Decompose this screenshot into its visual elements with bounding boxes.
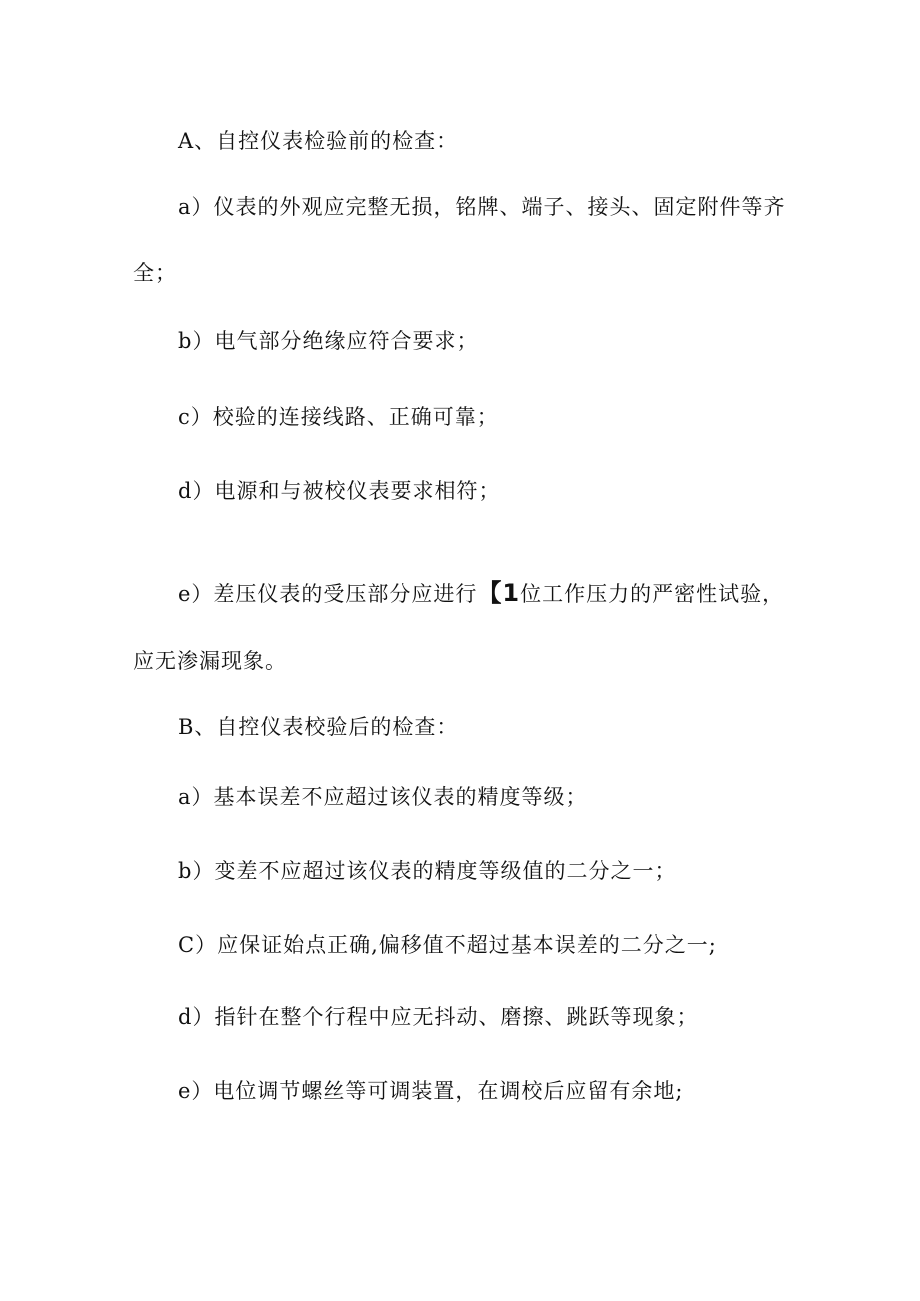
section-b-item-c: C）应保证始点正确,偏移值不超过基本误差的二分之一; (178, 933, 717, 957)
section-b-item-e: e）电位调节螺丝等可调装置，在调校后应留有余地; (178, 1079, 684, 1103)
section-b-item-b: b）变差不应超过该仪表的精度等级值的二分之一； (178, 859, 677, 883)
section-a-item-e-line1 (178, 579, 784, 608)
section-a-item-e-post: 位工作压力的严密性试验， (520, 582, 785, 606)
section-a-item-b: b）电气部分绝缘应符合要求； (178, 329, 479, 353)
section-a-heading: A、自控仪表检验前的检查： (178, 129, 459, 153)
section-a-item-a-line1: a）仪表的外观应完整无损，铭牌、端子、接头、固定附件等齐 (178, 195, 786, 219)
section-b-heading: B、自控仪表校验后的检查： (178, 715, 459, 739)
section-a-item-e-pre: e）差压仪表的受压部分应进行 (178, 582, 478, 606)
section-a-item-c: c）校验的连接线路、正确可靠； (178, 405, 499, 429)
section-b-item-a: a）基本误差不应超过该仪表的精度等级； (178, 785, 588, 809)
section-a-item-d: d）电源和与被校仪表要求相符； (178, 479, 501, 503)
section-a-item-e-mark: 【1 (477, 579, 521, 607)
section-a-item-e-line2: 应无渗漏现象。 (133, 649, 287, 673)
section-a-item-a-line2: 全； (133, 261, 177, 285)
section-b-item-d: d）指针在整个行程中应无抖动、磨擦、跳跃等现象； (178, 1005, 699, 1029)
